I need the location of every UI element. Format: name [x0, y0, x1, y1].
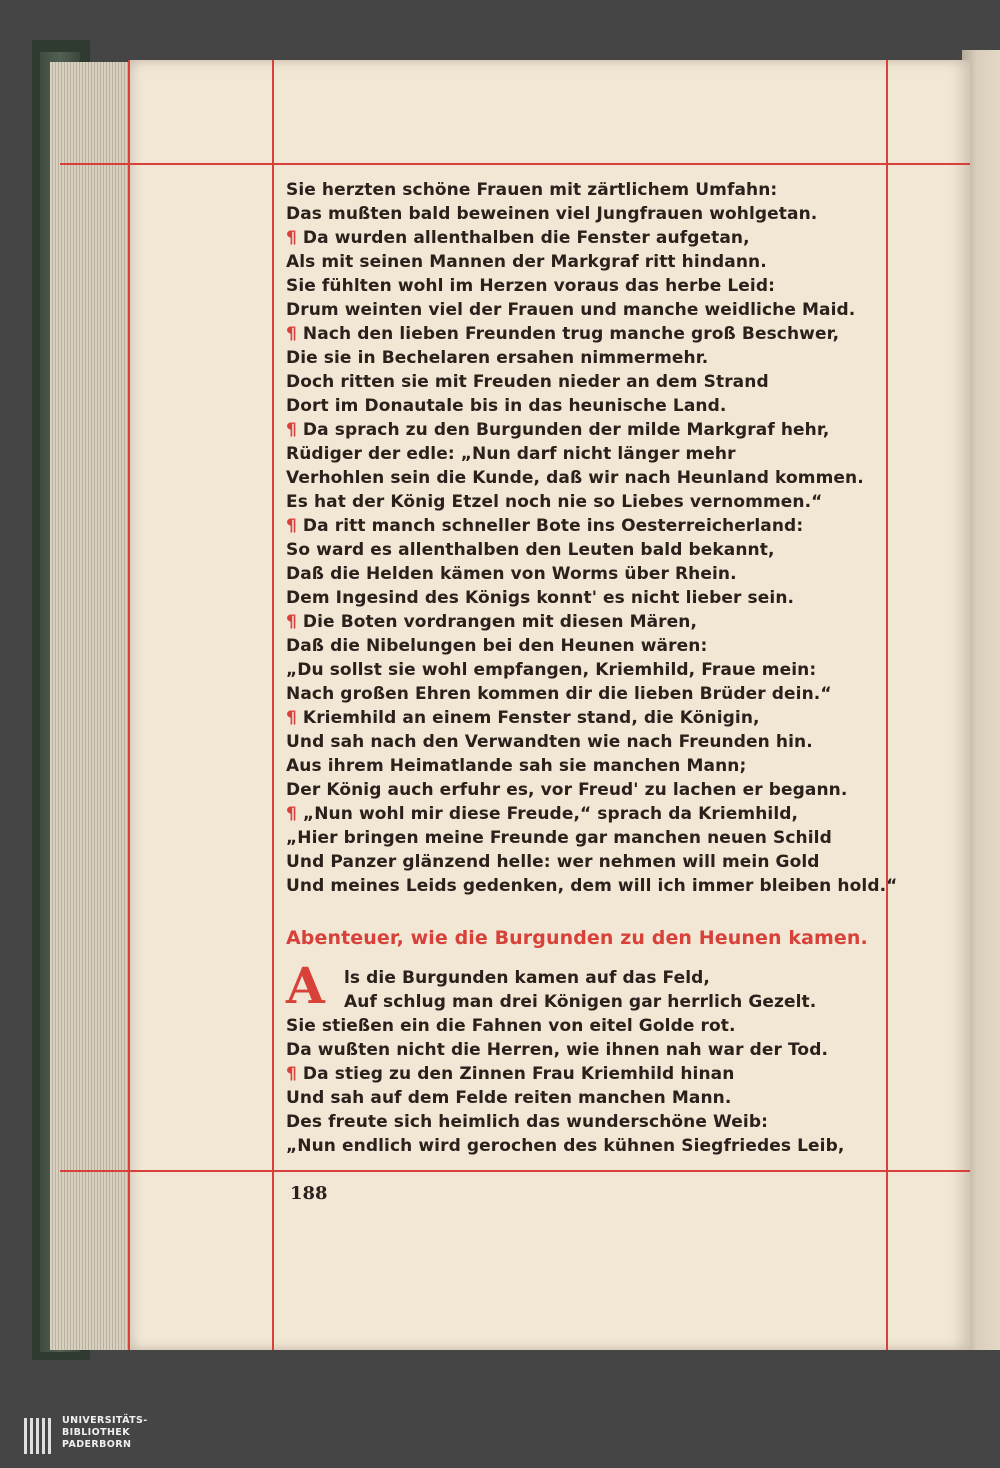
verse-line [286, 442, 866, 466]
verse-line [286, 730, 866, 754]
library-logo-mark [22, 1414, 52, 1458]
library-logo-line: PADERBORN [62, 1439, 132, 1450]
chapter-verse-line [286, 1014, 866, 1038]
verse-line [286, 466, 866, 490]
margin-rule-right [886, 60, 888, 1350]
chapter-verse-block [286, 966, 866, 1158]
verse-line [286, 274, 866, 298]
verse-line [286, 370, 866, 394]
library-logo-line: BIBLIOTHEK [62, 1427, 130, 1438]
margin-rule-left-outer [128, 60, 130, 1350]
margin-rule-left-inner [272, 60, 274, 1350]
pilcrow-mark: ¶ [286, 612, 297, 632]
verse-line [286, 610, 866, 634]
chapter-heading: Abenteuer, wie die Burgunden zu den Heunen kamen. [286, 927, 868, 949]
chapter-verse-line [286, 1038, 866, 1062]
drop-cap-initial: A [286, 956, 325, 1015]
page-stack-edges [50, 62, 130, 1350]
verse-line [286, 874, 898, 898]
verse-text: „Nun wohl mir diese Freude,“ sprach da Kriemhild, [302, 804, 799, 824]
verse-line [286, 682, 866, 706]
chapter-verse-line [286, 1110, 866, 1134]
verse-text: „Hier bringen meine Freunde gar manchen neuen Schild [286, 828, 832, 848]
verse-line [286, 394, 866, 418]
pilcrow-mark: ¶ [286, 1064, 297, 1084]
page-number: 188 [290, 1183, 328, 1204]
verse-text: Dem Ingesind des Königs konnt' es nicht lieber sein. [286, 588, 795, 608]
library-logo [22, 1414, 182, 1458]
verse-text: Das mußten bald beweinen viel Jungfrauen wohlgetan. [286, 204, 818, 224]
verse-block [286, 178, 898, 898]
library-logo-line: UNIVERSITÄTS- [62, 1415, 148, 1426]
verse-text: Kriemhild an einem Fenster stand, die Königin, [302, 708, 760, 728]
verse-text: Sie fühlten wohl im Herzen voraus das herbe Leid: [286, 276, 776, 296]
verse-text: Rüdiger der edle: „Nun darf nicht länger mehr [286, 444, 736, 464]
margin-rule-top [60, 163, 970, 165]
verse-line [286, 850, 866, 874]
verse-text: ls die Burgunden kamen auf das Feld, [344, 968, 710, 988]
verse-text: Doch ritten sie mit Freuden nieder an dem Strand [286, 372, 769, 392]
verse-line [286, 802, 866, 826]
verse-line [286, 658, 866, 682]
chapter-verse-line [286, 990, 866, 1014]
verse-text: Und Panzer glänzend helle: wer nehmen will mein Gold [286, 852, 820, 872]
pilcrow-mark: ¶ [286, 804, 297, 824]
verse-text: Nach den lieben Freunden trug manche groß Beschwer, [302, 324, 840, 344]
verse-line [286, 778, 866, 802]
verse-text: Drum weinten viel der Frauen und manche weidliche Maid. [286, 300, 856, 320]
verse-text: „Nun endlich wird gerochen des kühnen Siegfriedes Leib, [286, 1136, 845, 1156]
verse-line [286, 634, 866, 658]
verse-text: Und sah nach den Verwandten wie nach Freunden hin. [286, 732, 813, 752]
verse-line [286, 514, 866, 538]
chapter-verse-line [286, 966, 866, 990]
pilcrow-mark: ¶ [286, 228, 297, 248]
verse-line [286, 754, 866, 778]
verse-line [286, 586, 866, 610]
verse-text: Da sprach zu den Burgunden der milde Markgraf hehr, [302, 420, 830, 440]
verse-text: Und sah auf dem Felde reiten manchen Mann. [286, 1088, 732, 1108]
verse-text: Da stieg zu den Zinnen Frau Kriemhild hinan [302, 1064, 735, 1084]
verse-line [286, 178, 866, 202]
verse-line [286, 298, 866, 322]
verse-text: Da wurden allenthalben die Fenster aufgetan, [302, 228, 750, 248]
verse-line [286, 418, 866, 442]
pilcrow-mark: ¶ [286, 420, 297, 440]
library-logo-text [62, 1415, 148, 1451]
verse-text: Sie stießen ein die Fahnen von eitel Golde rot. [286, 1016, 736, 1036]
verse-line [286, 826, 866, 850]
verse-text: Dort im Donautale bis in das heunische Land. [286, 396, 727, 416]
verse-line [286, 322, 866, 346]
verse-text: Des freute sich heimlich das wunderschöne Weib: [286, 1112, 769, 1132]
verse-line [286, 346, 866, 370]
pilcrow-mark: ¶ [286, 324, 297, 344]
verse-line [286, 706, 866, 730]
margin-rule-bottom [60, 1170, 970, 1172]
verse-text: Nach großen Ehren kommen dir die lieben Brüder dein.“ [286, 684, 832, 704]
verse-text: Sie herzten schöne Frauen mit zärtlichem Umfahn: [286, 180, 778, 200]
verse-line [286, 490, 866, 514]
verse-text: Und meines Leids gedenken, dem will ich immer bleiben hold.“ [286, 876, 898, 896]
verse-text: Es hat der König Etzel noch nie so Liebes vernommen.“ [286, 492, 823, 512]
verse-text: Verhohlen sein die Kunde, daß wir nach Heunland kommen. [286, 468, 864, 488]
chapter-verse-line [286, 1134, 866, 1158]
verse-text: Als mit seinen Mannen der Markgraf ritt hindann. [286, 252, 767, 272]
pilcrow-mark: ¶ [286, 516, 297, 536]
pilcrow-mark: ¶ [286, 708, 297, 728]
verse-text: Aus ihrem Heimatlande sah sie manchen Mann; [286, 756, 747, 776]
verse-text: „Du sollst sie wohl empfangen, Kriemhild, Fraue mein: [286, 660, 817, 680]
verse-text: Daß die Helden kämen von Worms über Rhein. [286, 564, 737, 584]
verse-line [286, 226, 866, 250]
verse-line [286, 202, 866, 226]
verse-line [286, 538, 866, 562]
verse-text: Die sie in Bechelaren ersahen nimmermehr. [286, 348, 709, 368]
verse-text: Da wußten nicht die Herren, wie ihnen nah war der Tod. [286, 1040, 829, 1060]
verse-text: Der König auch erfuhr es, vor Freud' zu lachen er begann. [286, 780, 848, 800]
verse-line [286, 562, 866, 586]
verse-text: So ward es allenthalben den Leuten bald bekannt, [286, 540, 775, 560]
verse-text: Die Boten vordrangen mit diesen Mären, [302, 612, 698, 632]
verse-line [286, 250, 866, 274]
chapter-verse-line [286, 1062, 866, 1086]
verse-text: Da ritt manch schneller Bote ins Oesterreicherland: [302, 516, 804, 536]
chapter-verse-line [286, 1086, 866, 1110]
verse-text: Auf schlug man drei Königen gar herrlich Gezelt. [344, 992, 817, 1012]
verse-text: Daß die Nibelungen bei den Heunen wären: [286, 636, 708, 656]
